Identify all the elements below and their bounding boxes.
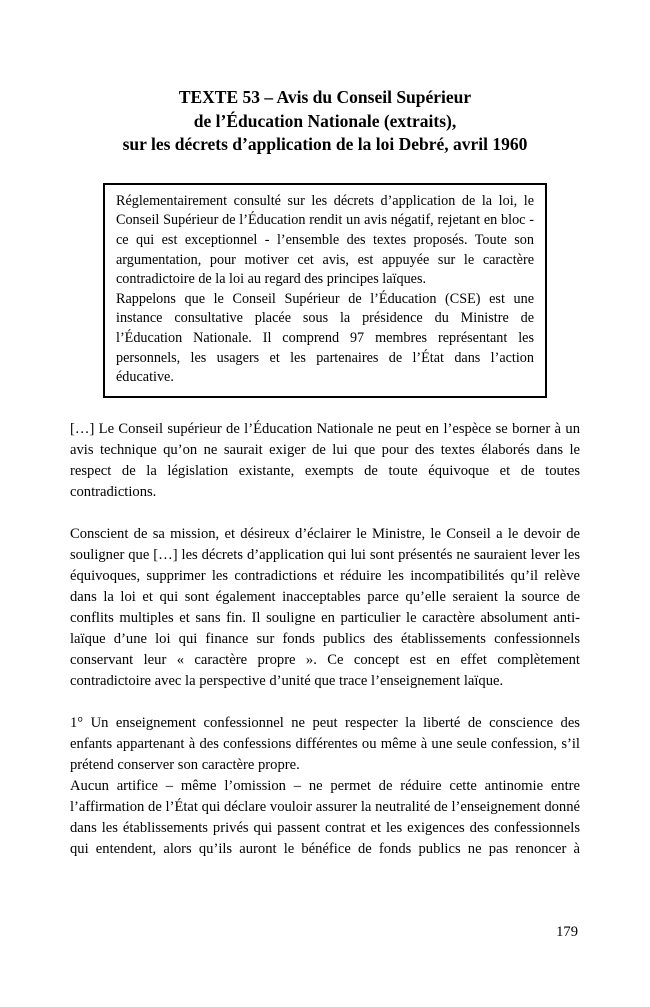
intro-box-paragraph-2: Rappelons que le Conseil Supérieur de l’Éducation (CSE) est une instance consultative placée sous la présidence du Ministre de l’Éducation Nationale. Il comprend 97 membres représentant les personnels, les usagers et les partenaires de l’État dans l’action éducative. — [116, 290, 534, 386]
title-line-3: sur les décrets d’application de la loi Debré, avril 1960 — [122, 134, 528, 155]
body-paragraph-4: Aucun artifice – même l’omission – ne permet de réduire cette antinomie entre l’affirmation de l’État qui déclare vouloir assurer la neutralité de l’enseignement donné dans les établissements privés qui passent contrat et les exigences des confessionnels qui entendent, alors qu’ils auront le bénéfice de fonds publics ne pas renoncer à — [70, 777, 580, 857]
body-paragraph-2: Conscient de sa mission, et désireux d’éclairer le Ministre, le Conseil a le devoir de souligner que […] les décrets d’application qui lui sont présentés ne sauraient lever les équivoques, supprimer les contradictions et réduire les incompatibilités qu’il relève dans la loi et qui sont également inacceptables parce qu’elle seraient la source de conflits multiples et sans fin. Il souligne en particulier le caractère absolument anti-laïque d’une loi qui finance sur fonds publics des établissements confessionnels conservant leur « caractère propre ». Ce concept est en effet complètement contradictoire avec la perspective d’unité que trace l’enseignement laïque. — [70, 525, 580, 689]
body-paragraph-3: 1° Un enseignement confessionnel ne peut respecter la liberté de conscience des enfants appartenant à des confessions différentes ou même à une seule confession, s’il prétend conserver son caractère propre. — [70, 714, 580, 773]
body-text — [70, 419, 580, 860]
page-number: 179 — [556, 924, 578, 940]
body-paragraph-1: […] Le Conseil supérieur de l’Éducation Nationale ne peut en l’espèce se borner à un avis technique qu’on ne saurait exiger de lui que pour des textes élaborés dans le respect de la législation existante, exempts de toute équivoque et de toutes contradictions. — [70, 420, 580, 500]
intro-box-paragraph-1: Réglementairement consulté sur les décrets d’application de la loi, le Conseil Supérieur de l’Éducation rendit un avis négatif, rejetant en bloc - ce qui est exceptionnel - l’ensemble des textes proposés. Toute son argumentation, pour motiver cet avis, est appuyée sur le caractère contradictoire de la loi au regard des principes laïques. — [116, 192, 534, 288]
intro-box — [103, 183, 547, 398]
page-title — [70, 86, 580, 157]
title-line-2: de l’Éducation Nationale (extraits), — [193, 110, 457, 131]
title-line-1: TEXTE 53 – Avis du Conseil Supérieur — [178, 87, 472, 107]
